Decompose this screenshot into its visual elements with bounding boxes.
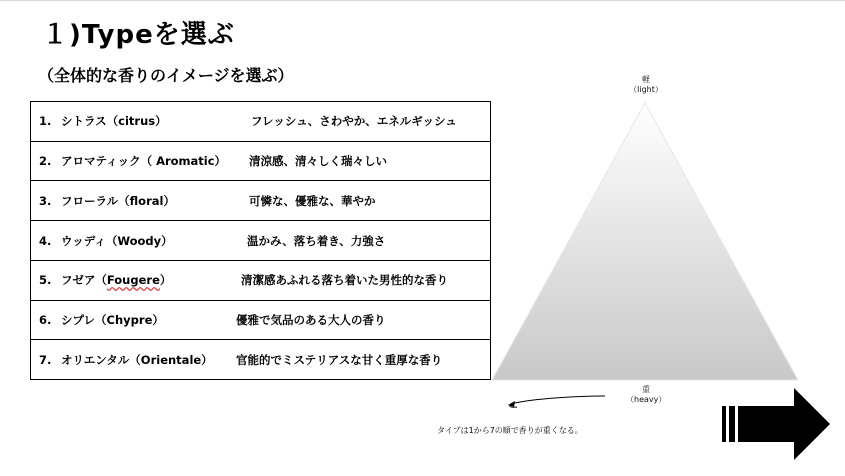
type-name: シプレ（Chypre）	[61, 312, 164, 327]
type-row-fougere	[31, 261, 490, 301]
type-description: フレッシュ、さわやか、エネルギッシュ	[251, 114, 457, 129]
type-name: ウッディ（Woody）	[61, 233, 173, 248]
type-description: 可憐な、優雅な、華やか	[249, 193, 376, 208]
type-row-chypre	[31, 301, 490, 341]
type-number: 4.	[39, 233, 52, 248]
curved-arrow-icon	[503, 393, 608, 413]
type-row-woody	[31, 221, 490, 261]
type-name: シトラス（citrus）	[61, 114, 167, 129]
triangle-shape	[492, 103, 798, 380]
type-number: 7.	[39, 352, 52, 367]
type-row-aromatic	[31, 142, 490, 182]
light-label	[626, 75, 666, 95]
type-name-prefix: フゼア（	[61, 273, 107, 288]
type-number: 3.	[39, 193, 52, 208]
type-name: フローラル（floral）	[61, 193, 175, 208]
type-name-suffix: ）	[159, 273, 172, 288]
type-name: オリエンタル（Orientale）	[61, 352, 213, 367]
type-row-citrus	[31, 102, 490, 142]
type-number: 1.	[39, 114, 52, 129]
right-arrow-icon	[720, 386, 832, 462]
type-description: 優雅で気品のある大人の香り	[236, 312, 386, 327]
spellcheck-underlined-word: Fougere	[106, 273, 160, 288]
page-subtitle: （全体的な香りのイメージを選ぶ）	[38, 66, 294, 85]
order-note: タイプは1から7の順で香りが重くなる。	[437, 426, 583, 435]
type-number: 2.	[39, 154, 52, 169]
type-description: 官能的でミステリアスな甘く重厚な香り	[236, 352, 443, 367]
heavy-label	[626, 385, 666, 405]
light-label-jp: 軽	[642, 75, 650, 84]
heavy-label-jp: 重	[642, 385, 650, 394]
type-name	[61, 272, 171, 288]
types-table	[30, 101, 491, 380]
type-row-floral	[31, 181, 490, 221]
light-label-en: （light）	[629, 85, 663, 94]
type-number: 5.	[39, 273, 52, 288]
type-description: 清涼感、清々しく瑞々しい	[249, 154, 387, 169]
heavy-label-en: （heavy）	[626, 395, 667, 404]
type-row-orientale	[31, 340, 490, 379]
type-description: 清潔感あふれる落ち着いた男性的な香り	[241, 273, 448, 288]
type-name: アロマティック（ Aromatic）	[61, 154, 227, 169]
type-number: 6.	[39, 312, 52, 327]
page-title: １)Typeを選ぶ	[42, 20, 235, 50]
weight-triangle	[490, 101, 800, 381]
type-description: 温かみ、落ち着き、力強さ	[247, 233, 386, 248]
